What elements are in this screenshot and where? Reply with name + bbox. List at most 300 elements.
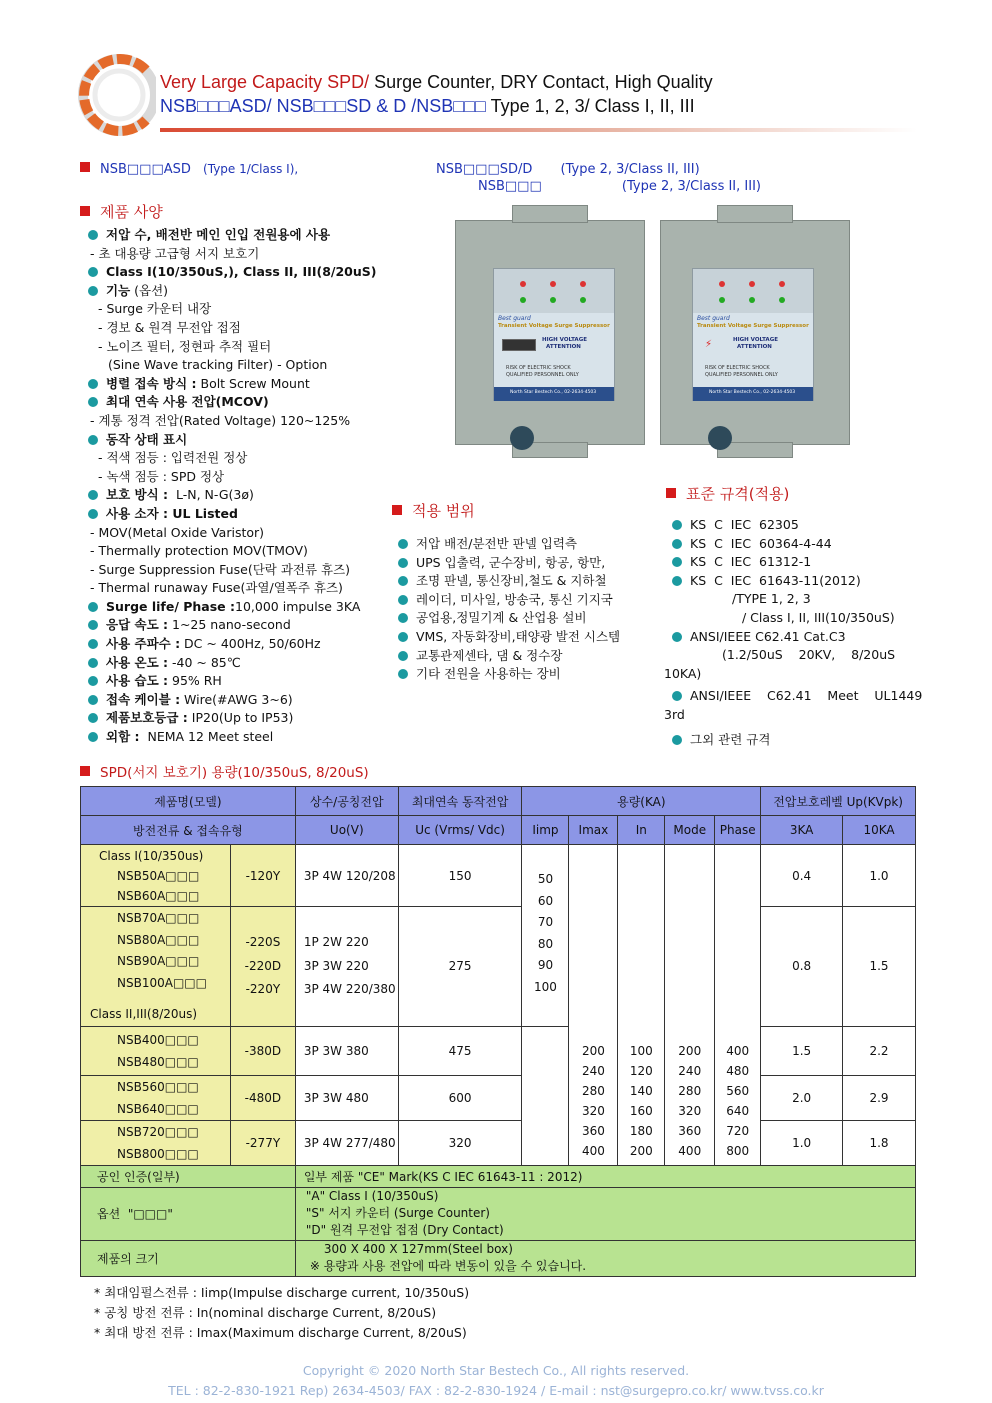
bullet-icon <box>88 379 98 389</box>
header-10ka: 10KA <box>843 816 916 845</box>
note-in: * 공칭 방전 전류 : In(nominal discharge Current, 8/20uS) <box>94 1305 437 1320</box>
table-row <box>81 1075 916 1120</box>
bullet-icon <box>672 632 682 642</box>
maker-strip <box>693 387 813 401</box>
mode-value: 320 <box>678 1104 702 1118</box>
header-protection-level: 전압보호레벨 Up(KVpk) <box>761 787 916 816</box>
standard-ansi-2 <box>664 687 923 706</box>
size-row <box>81 1240 916 1276</box>
spec-heading-text: 제품 사양 <box>100 203 163 221</box>
uo-value: 3P 3W 380 <box>295 1026 398 1075</box>
table-header-row-1 <box>81 787 916 816</box>
spec-item-text: - Surge Suppression Fuse(단락 과전류 휴즈) <box>90 561 351 577</box>
bullet-icon <box>88 732 98 742</box>
note-imax: * 최대 방전 전류 : Imax(Maximum discharge Current, 8/20uS) <box>94 1325 467 1340</box>
spec-item <box>88 393 376 412</box>
spec-item-text: L-N, N-G(3ø) <box>168 487 254 503</box>
copyright: Copyright © 2020 North Star Bestech Co., All rights reserved. <box>302 1363 690 1378</box>
spec-item-text: NEMA 12 Meet steel <box>139 729 274 745</box>
standard-ansi-2-text: ANSI/IEEE C62.41 Meet UL1449 <box>690 688 923 704</box>
phase-value: 720 <box>726 1124 750 1138</box>
application-item-text: 조명 판넬, 통신장비,철도 & 지하철 <box>416 573 607 589</box>
capacity-table <box>80 786 916 1277</box>
imax-value: 240 <box>581 1064 605 1078</box>
spec-item <box>88 598 376 617</box>
spec-item <box>88 728 376 747</box>
bullet-icon <box>398 595 408 605</box>
spec-item-bold: 동작 상태 표시 <box>106 431 188 447</box>
imax-values <box>569 845 618 1166</box>
spec-item <box>88 245 376 264</box>
contact-info: TEL : 82-2-830-1921 Rep) 2634-4503/ FAX : 82-2-830-1924 / E-mail : nst@surgepro.co.kr/ www.tvss.co.kr <box>168 1383 824 1398</box>
maker-strip <box>494 387 614 401</box>
spec-item <box>88 561 376 580</box>
model-name: NSB640□□□ <box>117 1101 199 1116</box>
uo-value: 3P 3W 480 <box>295 1075 398 1120</box>
in-value: 180 <box>629 1124 653 1138</box>
standards-heading <box>666 483 789 504</box>
spec-item <box>88 672 376 691</box>
note-iimp: * 최대임펄스전류 : Iimp(Impulse discharge current, 10/350uS) <box>94 1285 470 1300</box>
up-10ka: 2.9 <box>843 1075 916 1120</box>
up-10ka: 1.0 <box>843 845 916 907</box>
title-black-part: Surge Counter, DRY Contact, High Quality <box>369 72 713 92</box>
spec-item-text: 10,000 impulse 3KA <box>235 598 361 614</box>
bullet-icon <box>88 676 98 686</box>
bullet-icon <box>672 576 682 586</box>
spec-item-bold: 보호 방식 : <box>106 487 169 503</box>
spec-item <box>88 338 376 357</box>
warning-label-2: ATTENTION <box>546 344 581 350</box>
bullet-icon <box>88 267 98 277</box>
standard-ansi-1-text: ANSI/IEEE C62.41 Cat.C3 <box>690 628 846 644</box>
up-10ka: 1.5 <box>843 907 916 1027</box>
spec-item-text: DC ~ 400Hz, 50/60Hz <box>180 636 321 652</box>
bullet-icon <box>88 286 98 296</box>
model-plain-type: (Type 2, 3/Class II, III) <box>621 179 761 194</box>
class1-label: Class I(10/350us) <box>99 849 204 863</box>
spec-item <box>88 542 376 561</box>
spec-item <box>88 691 376 710</box>
header-mode: Mode <box>665 816 715 845</box>
phase-value: 560 <box>726 1084 750 1098</box>
spec-item <box>88 486 376 505</box>
bullet-icon <box>398 539 408 549</box>
header-uo: Uo(V) <box>295 816 398 845</box>
front-panel <box>692 268 814 401</box>
page-title-line1 <box>160 72 713 93</box>
voltage-code: -277Y <box>230 1120 295 1165</box>
model-name: NSB800□□□ <box>117 1146 199 1161</box>
iimp-value: 60 <box>537 893 554 908</box>
spec-item-text: - Thermally protection MOV(TMOV) <box>90 543 308 559</box>
spec-item-text: - 초 대용량 고급형 서지 보호기 <box>90 245 260 261</box>
standard-item-text: KS C IEC 62305 <box>690 517 799 532</box>
model-cell <box>81 1026 231 1075</box>
page-title-line2 <box>160 96 695 117</box>
warning-label-2: ATTENTION <box>737 344 772 350</box>
model-sdd-type: (Type 2, 3/Class II, III) <box>560 162 700 177</box>
lightning-icon: ⚡ <box>705 339 713 350</box>
status-leds <box>719 281 785 287</box>
spec-item <box>88 263 376 282</box>
standard-item-text: KS C IEC 60364-4-44 <box>690 535 832 551</box>
spec-item-bold: 저압 수, 배전반 메인 인입 전원용에 사용 <box>106 227 331 242</box>
table-row <box>81 845 916 907</box>
spec-list <box>88 226 376 747</box>
bullet-icon <box>398 558 408 568</box>
iimp-value: 80 <box>537 936 554 951</box>
option-d: "D" 원격 무전압 접점 (Dry Contact) <box>305 1223 504 1237</box>
model-name: NSB480□□□ <box>117 1054 199 1069</box>
header-phase: Phase <box>715 816 761 845</box>
uo-value: 3P 4W 277/480 <box>295 1120 398 1165</box>
standards-heading-text: 표준 규격(적용) <box>686 485 790 503</box>
application-heading <box>392 500 475 521</box>
voltage-code: -480D <box>230 1075 295 1120</box>
spec-item <box>88 319 376 338</box>
standard-item-text: KS C IEC 61312-1 <box>690 554 812 570</box>
up-3ka: 2.0 <box>761 1075 843 1120</box>
table-row <box>81 1120 916 1165</box>
application-item <box>398 665 620 684</box>
bullet-icon <box>88 658 98 668</box>
spec-item-text: - 적색 점등 : 입력전원 정상 <box>98 450 248 466</box>
mount-tab <box>717 205 793 223</box>
bullet-icon <box>88 639 98 649</box>
uc-value: 275 <box>398 907 522 1027</box>
bullet-icon <box>672 520 682 530</box>
imax-value: 400 <box>581 1144 605 1158</box>
table-header-row-2 <box>81 816 916 845</box>
in-values <box>618 845 665 1166</box>
header-imax: Imax <box>569 816 618 845</box>
header-model: 제품명(모델) <box>81 787 296 816</box>
cert-row <box>81 1165 916 1187</box>
standard-ansi-1-c: 10KA) <box>664 665 702 681</box>
device-image-1 <box>455 205 645 460</box>
bullet-icon <box>398 632 408 642</box>
status-leds-green <box>520 297 586 303</box>
risk-label-1: RISK OF ELECTRIC SHOCK <box>506 365 571 371</box>
application-item <box>398 628 620 647</box>
spec-item <box>88 616 376 635</box>
warning-label-1: HIGH VOLTAGE <box>542 337 587 343</box>
mode-values <box>665 845 715 1166</box>
label-plate <box>693 313 813 401</box>
standard-other <box>664 731 919 750</box>
application-item <box>398 591 620 610</box>
red-square-icon <box>80 162 90 172</box>
label-plate <box>494 313 614 401</box>
bullet-icon <box>88 713 98 723</box>
front-panel <box>493 268 615 401</box>
maker-label: North Star Bestech Co., 02-2634-4503 <box>510 390 597 395</box>
capacity-heading-text: SPD(서지 보호기) 용량(10/350uS, 8/20uS) <box>100 765 369 781</box>
model-name: NSB60A□□□ <box>117 889 200 903</box>
model-name: NSB70A□□□ <box>117 911 200 925</box>
header-discharge: 방전전류 & 접속유형 <box>81 816 296 845</box>
up-3ka: 1.5 <box>761 1026 843 1075</box>
model-cell <box>81 845 231 907</box>
spec-item-text: - 계통 정격 전압(Rated Voltage) 120~125% <box>90 412 351 428</box>
uc-value: 475 <box>398 1026 522 1075</box>
risk-label-2: QUALIFIED PERSONNEL ONLY <box>506 372 579 378</box>
size-label: 제품의 크기 <box>81 1240 296 1276</box>
bullet-icon <box>88 695 98 705</box>
uc-value: 600 <box>398 1075 522 1120</box>
model-asd: NSB□□□ASD <box>100 162 191 177</box>
red-square-icon <box>666 488 676 498</box>
mode-value: 360 <box>678 1124 702 1138</box>
header-uc: Uc (Vrms/ Vdc) <box>398 816 522 845</box>
standard-item <box>664 516 919 535</box>
spec-item-bold: 병렬 접속 방식 : <box>106 375 197 391</box>
standard-item <box>664 553 919 572</box>
iimp-values <box>522 845 569 1027</box>
spec-item-bold: 사용 온도 : <box>106 654 169 670</box>
title-red-part: Very Large Capacity SPD/ <box>160 72 370 92</box>
title-models: NSB□□□ASD/ NSB□□□SD & D /NSB□□□ <box>160 96 486 116</box>
red-square-icon <box>80 206 90 216</box>
product-label: Transient Voltage Surge Suppressor <box>498 323 610 329</box>
counter-display <box>502 339 536 351</box>
class2-label: Class II,III(8/20us) <box>90 1007 198 1021</box>
product-label: Transient Voltage Surge Suppressor <box>697 323 809 329</box>
spec-item-text: Bolt Screw Mount <box>196 375 310 391</box>
application-item <box>398 609 620 628</box>
up-3ka: 1.0 <box>761 1120 843 1165</box>
model-name: NSB400□□□ <box>117 1032 199 1047</box>
spec-item-bold: 응답 속도 : <box>106 617 169 633</box>
spec-item <box>88 524 376 543</box>
in-value: 200 <box>629 1144 653 1158</box>
imax-value: 320 <box>581 1104 605 1118</box>
model-cell <box>81 1120 231 1165</box>
risk-label-2: QUALIFIED PERSONNEL ONLY <box>705 372 778 378</box>
uo-value: 3P 4W 120/208 <box>295 845 398 907</box>
spec-item-text: -40 ~ 85℃ <box>168 654 241 670</box>
application-item <box>398 535 620 554</box>
spec-item-text: - 노이즈 필터, 정현파 추적 필터 <box>98 338 272 354</box>
phase-value: 400 <box>726 1044 750 1058</box>
spec-item <box>88 449 376 468</box>
in-value: 140 <box>629 1084 653 1098</box>
size-values <box>295 1240 915 1276</box>
spec-item-text: - 경보 & 원격 무전압 접점 <box>98 319 241 335</box>
bullet-icon <box>88 490 98 500</box>
mode-value: 400 <box>678 1144 702 1158</box>
model-cell <box>81 1075 231 1120</box>
spec-item-text: - Thermal runaway Fuse(과열/열폭주 휴즈) <box>90 580 343 596</box>
model-asd-type: (Type 1/Class I), <box>203 162 299 176</box>
imax-value: 200 <box>581 1044 605 1058</box>
spec-item-text: 1~25 nano-second <box>168 617 291 633</box>
header-capacity: 용량(KA) <box>522 787 761 816</box>
phase-value: 800 <box>726 1144 750 1158</box>
spec-item-text: - MOV(Metal Oxide Varistor) <box>90 524 265 540</box>
up-10ka: 1.8 <box>843 1120 916 1165</box>
voltage-code: -120Y <box>230 845 295 907</box>
spec-item-bold: Class I(10/350uS,), Class II, III(8/20uS) <box>106 264 377 280</box>
iimp-value: 70 <box>537 915 554 929</box>
spec-item-bold: 최대 연속 사용 전압(MCOV) <box>106 394 269 410</box>
spec-item-text: - Surge 카운터 내장 <box>98 301 212 317</box>
spec-item-text: IP20(Up to IP53) <box>187 710 294 726</box>
header-in: In <box>618 816 665 845</box>
iimp-empty <box>522 1026 569 1165</box>
spec-item <box>88 579 376 598</box>
cable-gland <box>510 426 534 450</box>
spec-item-bold: 사용 습도 : <box>106 673 169 689</box>
brand-label: Best guard <box>697 315 730 322</box>
in-value: 120 <box>629 1064 653 1078</box>
spec-heading <box>80 201 163 222</box>
bullet-icon <box>88 620 98 630</box>
bullet-icon <box>398 669 408 679</box>
cable-gland <box>708 426 732 450</box>
application-item <box>398 647 620 666</box>
bullet-icon <box>398 613 408 623</box>
spec-item-bold: Surge life/ Phase : <box>106 598 236 614</box>
bullet-icon <box>672 539 682 549</box>
application-item-text: 교통관제센타, 댐 & 정수장 <box>416 647 563 663</box>
uc-value: 320 <box>398 1120 522 1165</box>
voltage-code: -380D <box>230 1026 295 1075</box>
red-square-icon <box>392 505 402 515</box>
bullet-icon <box>672 691 682 701</box>
capacity-heading <box>80 761 369 781</box>
model-plain: NSB□□□ <box>478 179 542 194</box>
spec-item <box>88 654 376 673</box>
option-values <box>295 1187 915 1240</box>
spec-item-text: (옵션) <box>130 282 169 298</box>
uc-value: 150 <box>398 845 522 907</box>
cert-label: 공인 인증(일부) <box>81 1165 296 1187</box>
application-list <box>398 535 620 684</box>
mount-tab <box>512 205 588 223</box>
application-item-text: 레이더, 미사일, 방송국, 통신 기지국 <box>416 591 613 607</box>
model-name: NSB90A□□□ <box>117 954 200 968</box>
company-logo <box>76 52 156 138</box>
bullet-icon <box>672 735 682 745</box>
uo-value: 1P 2W 220 3P 3W 220 3P 4W 220/380 <box>295 907 398 1027</box>
spec-item-bold: 제품보호등급 : <box>106 710 188 726</box>
spec-item <box>88 635 376 654</box>
spec-item-text: - 녹색 점등 : SPD 정상 <box>98 468 225 484</box>
spec-item-bold: 사용 주파수 : <box>106 636 181 652</box>
model-cell <box>81 907 231 1027</box>
model-name: NSB50A□□□ <box>117 869 200 883</box>
mode-value: 200 <box>678 1044 702 1058</box>
voltage-code: -220S -220D -220Y <box>230 907 295 1027</box>
model-name: NSB560□□□ <box>117 1079 199 1094</box>
spec-item <box>88 412 376 431</box>
in-value: 100 <box>629 1044 653 1058</box>
option-s: "S" 서지 카운터 (Surge Counter) <box>305 1206 490 1220</box>
model-plain-heading <box>478 179 761 194</box>
risk-label-1: RISK OF ELECTRIC SHOCK <box>705 365 770 371</box>
bullet-icon <box>88 397 98 407</box>
maker-label: North Star Bestech Co., 02-2634-4503 <box>709 390 796 395</box>
application-item-text: VMS, 자동화장비,태양광 발전 시스템 <box>416 628 621 644</box>
standard-ansi-1-b: (1.2/50uS 20KV, 8/20uS <box>722 647 896 663</box>
standard-sub-2: / Class I, II, III(10/350uS) <box>742 609 895 625</box>
standards-items <box>664 516 919 590</box>
phase-values <box>715 845 761 1166</box>
header-mcov: 최대연속 동작전압 <box>398 787 522 816</box>
bullet-icon <box>88 230 98 240</box>
model-sdd-heading <box>436 162 700 177</box>
model-asd-heading <box>80 162 298 177</box>
spec-item-text: (Sine Wave tracking Filter) - Option <box>108 357 328 373</box>
bullet-icon <box>88 509 98 519</box>
header-rule <box>160 128 917 132</box>
phase-value: 640 <box>726 1104 750 1118</box>
iimp-value: 90 <box>537 958 554 972</box>
red-square-icon <box>80 766 90 776</box>
title-types: Type 1, 2, 3/ Class I, II, III <box>485 96 695 116</box>
spec-item <box>88 431 376 450</box>
table-row <box>81 907 916 1027</box>
device-image-2 <box>660 205 850 460</box>
up-3ka: 0.4 <box>761 845 843 907</box>
spec-item <box>88 282 376 301</box>
model-sdd: NSB□□□SD/D <box>436 162 533 177</box>
bullet-icon <box>88 435 98 445</box>
application-item-text: UPS 입출력, 군수장비, 항공, 항만, <box>416 554 606 570</box>
spec-item <box>88 375 376 394</box>
imax-value: 360 <box>581 1124 605 1138</box>
standard-item <box>664 535 919 554</box>
spec-item-bold: 사용 소자 : UL Listed <box>106 505 238 521</box>
bullet-icon <box>398 651 408 661</box>
status-leds-green <box>719 297 785 303</box>
header-voltage: 상수/공칭전압 <box>295 787 398 816</box>
spec-item-text: 95% RH <box>168 673 222 689</box>
spec-item <box>88 709 376 728</box>
bullet-icon <box>88 602 98 612</box>
status-leds <box>520 281 586 287</box>
application-item <box>398 572 620 591</box>
application-item-text: 공업용,정밀기계 & 산업용 설비 <box>416 610 587 626</box>
option-label: 옵션 "□□□" <box>81 1187 296 1240</box>
standard-ansi-1 <box>664 628 919 647</box>
mode-value: 280 <box>678 1084 702 1098</box>
application-item-text: 기타 전원을 사용하는 장비 <box>416 666 561 682</box>
application-item-text: 저압 배전/분전반 판넬 입력측 <box>416 536 578 551</box>
imax-value: 280 <box>581 1084 605 1098</box>
spec-item <box>88 356 376 375</box>
application-heading-text: 적용 범위 <box>412 502 475 520</box>
standard-sub-1: /TYPE 1, 2, 3 <box>732 591 811 607</box>
iimp-value: 100 <box>534 979 557 994</box>
bullet-icon <box>672 557 682 567</box>
table-row <box>81 1026 916 1075</box>
spec-item <box>88 300 376 319</box>
option-row <box>81 1187 916 1240</box>
brand-label: Best guard <box>498 315 531 322</box>
size-dimension: 300 X 400 X 127mm(Steel box) <box>323 1242 513 1256</box>
header-3ka: 3KA <box>761 816 843 845</box>
spec-item <box>88 505 376 524</box>
cert-value: 일부 제품 "CE" Mark(KS C IEC 61643-11 : 2012) <box>295 1165 915 1187</box>
in-value: 160 <box>629 1104 653 1118</box>
spec-item-bold: 접속 케이블 : <box>106 691 181 707</box>
spec-item <box>88 226 376 245</box>
option-a: "A" Class I (10/350uS) <box>305 1189 439 1203</box>
iimp-value: 50 <box>537 872 554 886</box>
